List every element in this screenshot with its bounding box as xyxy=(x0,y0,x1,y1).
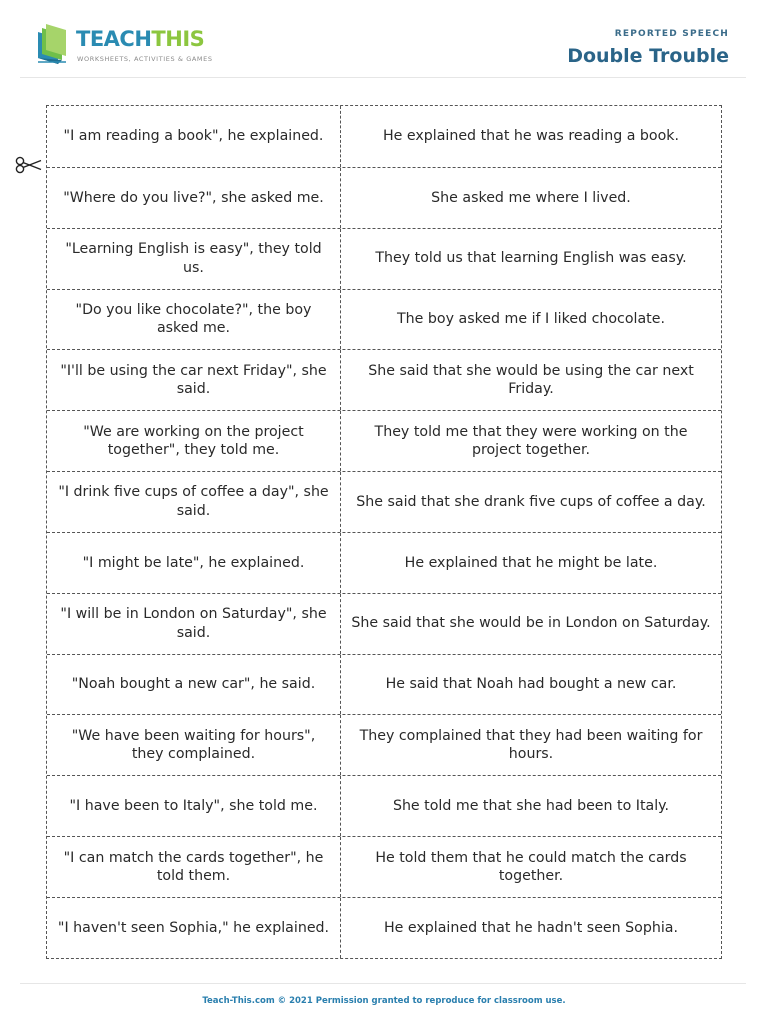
direct-speech-card: "Noah bought a new car", he said. xyxy=(47,655,341,715)
card-row xyxy=(47,775,721,836)
header-divider xyxy=(20,77,746,78)
card-row xyxy=(47,593,721,654)
direct-speech-card: "We have been waiting for hours", they complained. xyxy=(47,715,341,775)
reported-speech-card: The boy asked me if I liked chocolate. xyxy=(397,311,665,328)
reported-speech-card: They told me that they were working on the project together. xyxy=(374,423,688,459)
teach-this-logo xyxy=(36,24,236,68)
brand-name-teach: TEACH xyxy=(76,27,152,51)
card-row xyxy=(47,654,721,715)
reported-speech-card: She told me that she had been to Italy. xyxy=(392,797,670,814)
cut-out-card-grid xyxy=(46,105,722,959)
card-row xyxy=(47,228,721,289)
reported-speech-card: She said that she would be using the car next Friday. xyxy=(368,362,694,398)
reported-speech-card: He explained that he was reading a book. xyxy=(382,128,680,145)
direct-speech-card: "Learning English is easy", they told us. xyxy=(47,229,341,289)
card-row xyxy=(47,532,721,593)
card-row xyxy=(47,410,721,471)
brand-tagline: WORKSHEETS, ACTIVITIES & GAMES xyxy=(77,55,213,63)
scissors-icon xyxy=(14,156,42,178)
reported-speech-card: He explained that he might be late. xyxy=(404,554,658,571)
brand-name xyxy=(76,27,204,51)
direct-speech-card: "I might be late", he explained. xyxy=(47,533,341,593)
reported-speech-card: He told them that he could match the cards together. xyxy=(375,849,687,885)
reported-speech-card: She said that she would be in London on Saturday. xyxy=(351,615,711,632)
direct-speech-card: "I will be in London on Saturday", she said. xyxy=(47,594,341,654)
direct-speech-card: "I have been to Italy", she told me. xyxy=(47,776,341,836)
card-row xyxy=(47,167,721,228)
direct-speech-card: "We are working on the project together", they told me. xyxy=(47,411,341,471)
brand-name-this: THIS xyxy=(151,27,205,51)
page-title: Double Trouble xyxy=(567,45,729,67)
footer-divider xyxy=(20,983,746,984)
reported-speech-card: She said that she drank five cups of coffee a day. xyxy=(356,493,706,510)
direct-speech-card: "I drink five cups of coffee a day", she said. xyxy=(47,472,341,532)
card-row xyxy=(47,714,721,775)
direct-speech-card: "Where do you live?", she asked me. xyxy=(47,168,341,228)
book-logo-icon xyxy=(36,24,76,68)
direct-speech-card: "I haven't seen Sophia," he explained. xyxy=(47,898,341,958)
card-row xyxy=(47,471,721,532)
card-row xyxy=(47,289,721,350)
section-label: REPORTED SPEECH xyxy=(614,29,729,39)
page-header xyxy=(0,0,768,80)
reported-speech-card: He said that Noah had bought a new car. xyxy=(385,676,677,693)
direct-speech-card: "I'll be using the car next Friday", she said. xyxy=(47,350,341,410)
card-row xyxy=(47,897,721,958)
footer-copyright: Teach-This.com © 2021 Permission granted to reproduce for classroom use. xyxy=(202,996,566,1006)
reported-speech-card: They told us that learning English was easy. xyxy=(375,250,687,267)
card-row xyxy=(47,106,721,167)
card-row xyxy=(47,836,721,897)
reported-speech-card: He explained that he hadn't seen Sophia. xyxy=(384,919,678,936)
reported-speech-card: They complained that they had been waiting for hours. xyxy=(359,727,703,763)
card-row xyxy=(47,349,721,410)
direct-speech-card: "I am reading a book", he explained. xyxy=(47,106,341,167)
reported-speech-card: She asked me where I lived. xyxy=(431,189,631,206)
direct-speech-card: "I can match the cards together", he told them. xyxy=(47,837,341,897)
direct-speech-card: "Do you like chocolate?", the boy asked me. xyxy=(47,290,341,350)
